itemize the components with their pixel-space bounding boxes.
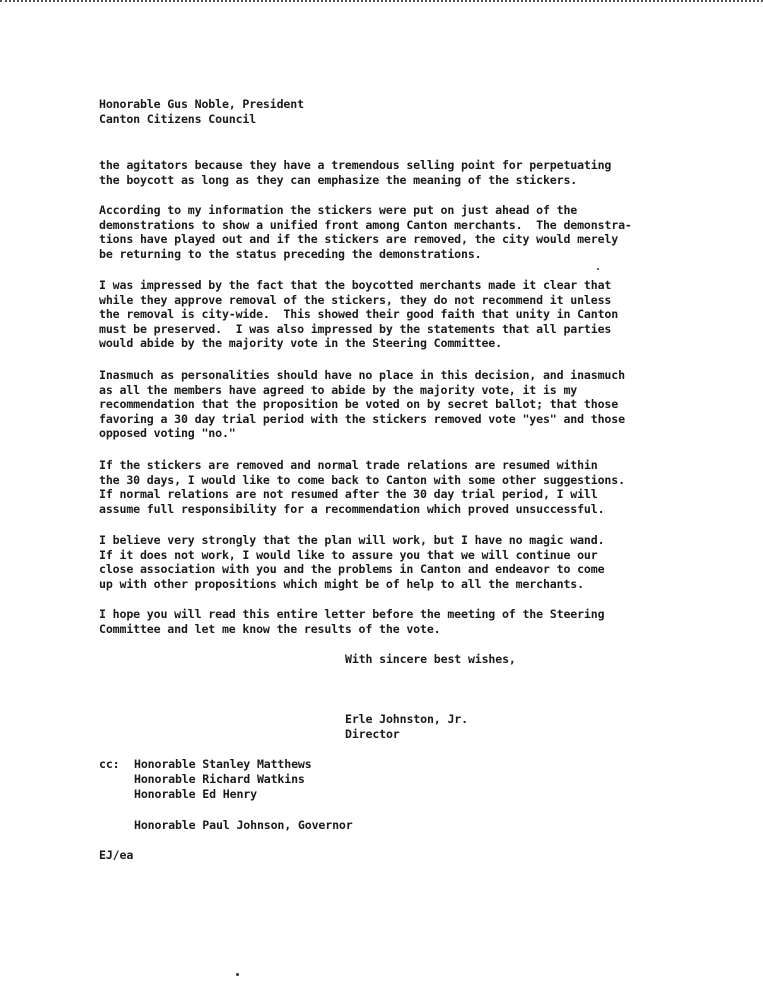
paragraph-line: favoring a 30 day trial period with the stickers removed vote "yes" and those [99, 411, 625, 426]
typist-initials: EJ/ea [99, 848, 134, 862]
paragraph-line: recommendation that the proposition be voted on by secret ballot; that those [99, 397, 619, 412]
paragraph-line: the boycott as long as they can emphasize the meaning of the stickers. [99, 172, 578, 187]
paragraph-line: tions have played out and if the stickers are removed, the city would merely [99, 232, 619, 247]
cc-governor: Honorable Paul Johnson, Governor [134, 818, 353, 832]
cc-recipient: Honorable Stanley Matthews [134, 757, 312, 771]
paragraph-line: Inasmuch as personalities should have no place in this decision, and inasmuch [99, 368, 625, 382]
scan-speck [597, 268, 599, 270]
paragraph-line: would abide by the majority vote in the Steering Committee. [99, 336, 502, 351]
paragraph-2 [99, 203, 699, 261]
paragraph-5 [99, 458, 699, 516]
paragraph-line: If it does not work, I would like to assure you that we will continue our [99, 547, 598, 562]
signature-name: Erle Johnston, Jr. [345, 712, 468, 726]
paragraph-6 [99, 533, 699, 591]
paragraph-line: the agitators because they have a tremendous selling point for perpetuating [99, 158, 612, 172]
cc-label: cc: [99, 757, 120, 771]
cc-recipient: Honorable Richard Watkins [134, 772, 305, 786]
paragraph-4 [99, 368, 699, 441]
paragraph-line: be returning to the status preceding the demonstrations. [99, 246, 482, 261]
paragraph-line: I was impressed by the fact that the boycotted merchants made it clear that [99, 278, 612, 292]
paragraph-line: If normal relations are not resumed after the 30 day trial period, I will [99, 487, 598, 502]
paragraph-line: must be preserved. I was also impressed by the statements that all parties [99, 321, 612, 336]
paragraph-line: According to my information the stickers were put on just ahead of the [99, 203, 578, 217]
paragraph-1 [99, 158, 699, 187]
page-top-edge [0, 0, 763, 6]
paragraph-line: close association with you and the problems in Canton and endeavor to come [99, 562, 605, 577]
cc-recipient: Honorable Ed Henry [134, 787, 257, 801]
paragraph-line: the 30 days, I would like to come back to Canton with some other suggestions. [99, 472, 625, 487]
addressee-organization: Canton Citizens Council [99, 112, 257, 126]
paragraph-line: while they approve removal of the stickers, they do not recommend it unless [99, 292, 612, 307]
paragraph-line: I hope you will read this entire letter before the meeting of the Steering [99, 607, 605, 621]
scan-speck [236, 973, 239, 976]
paragraph-line: Committee and let me know the results of the vote. [99, 621, 441, 636]
paragraph-line: If the stickers are removed and normal trade relations are resumed within [99, 458, 598, 472]
paragraph-line: opposed voting "no." [99, 426, 236, 441]
paragraph-line: as all the members have agreed to abide by the majority vote, it is my [99, 382, 578, 397]
closing: With sincere best wishes, [345, 652, 516, 666]
paragraph-line: demonstrations to show a unified front among Canton merchants. The demonstra- [99, 217, 632, 232]
paragraph-3 [99, 278, 699, 351]
paragraph-line: assume full responsibility for a recommendation which proved unsuccessful. [99, 501, 605, 516]
signature-title: Director [345, 727, 400, 741]
addressee-name: Honorable Gus Noble, President [99, 97, 304, 111]
paragraph-7 [99, 607, 699, 636]
paragraph-line: up with other propositions which might be of help to all the merchants. [99, 576, 584, 591]
paragraph-line: I believe very strongly that the plan will work, but I have no magic wand. [99, 533, 605, 547]
paragraph-line: the removal is city-wide. This showed their good faith that unity in Canton [99, 307, 619, 322]
